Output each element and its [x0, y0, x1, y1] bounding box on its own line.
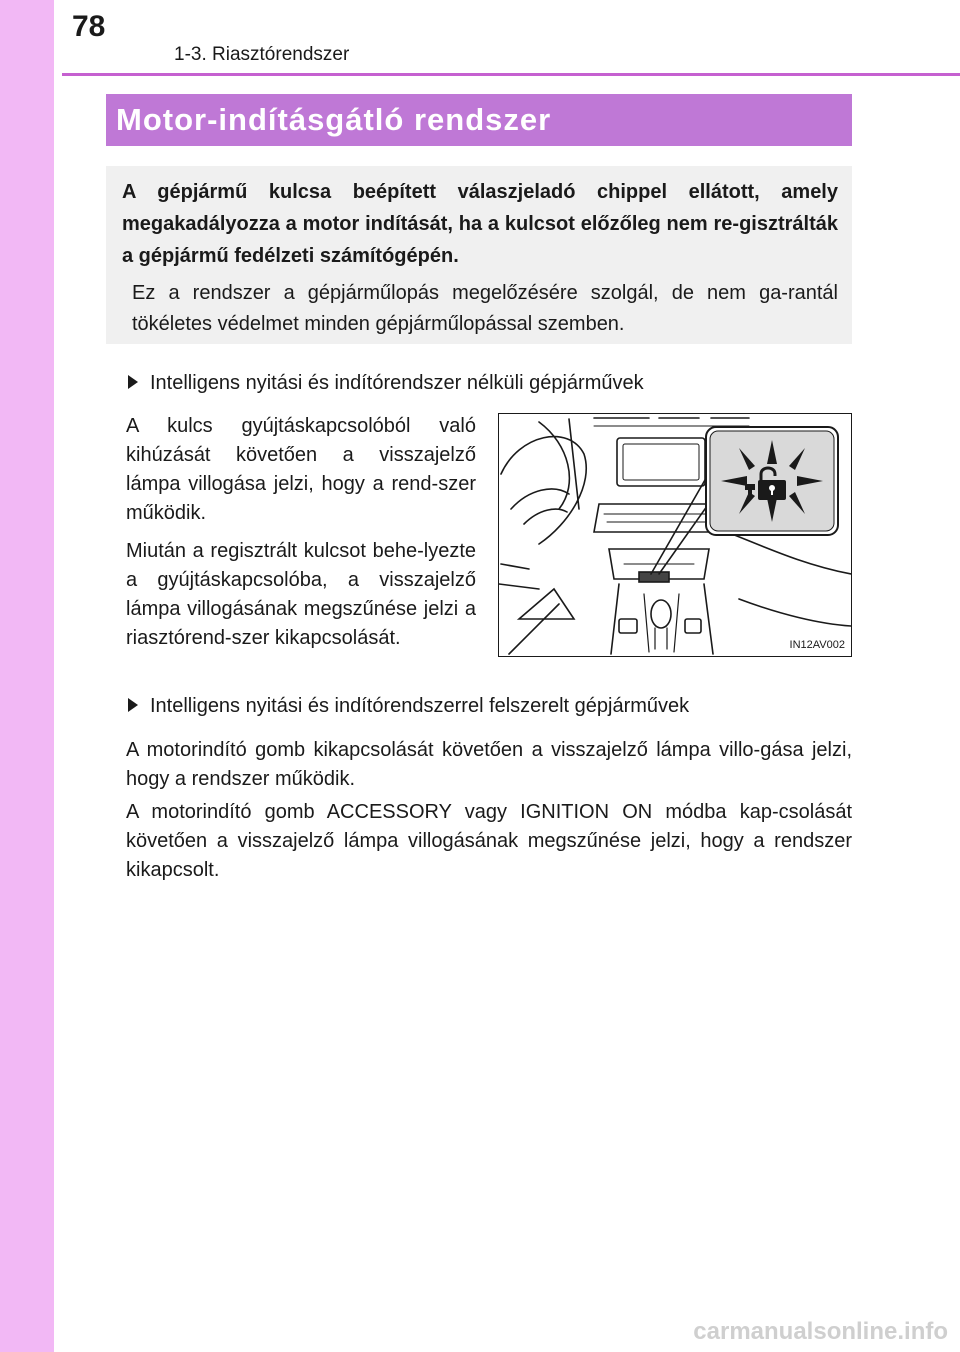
paragraph-engine-switch-on: A motorindító gomb ACCESSORY vagy IGNITION ON módba kap-csolását követően a visszajelző lámpa villogásának megszűnése jelzi, hogy a rendszer kikapcsolt. — [126, 801, 852, 881]
section-title-bar — [106, 94, 852, 146]
paragraph-key-removed: A kulcs gyújtáskapcsolóból való kihúzását követően a visszajelző lámpa villogása jelzi, hogy a rend-szer működik. — [126, 415, 476, 524]
intro-box — [106, 166, 852, 344]
intro-note-text: Ez a rendszer a gépjárműlopás megelőzésére szolgál, de nem ga-rantál tökéletes védelmet minden gépjárműlopással szemben. — [132, 282, 838, 335]
figure-code: IN12AV002 — [789, 639, 845, 651]
subsection-heading-1-text: Intelligens nyitási és indítórendszer nélküli gépjárművek — [150, 372, 644, 394]
section-reference: 1-3. Riasztórendszer — [174, 44, 350, 65]
bullet-arrow-icon — [128, 698, 138, 712]
dashboard-illustration — [498, 413, 852, 657]
header-rule — [62, 73, 960, 76]
page-number: 78 — [72, 10, 106, 43]
subsection-heading-2 — [128, 693, 689, 719]
paragraph-engine-switch-off: A motorindító gomb kikapcsolását követően a visszajelző lámpa villo-gása jelzi, hogy a rendszer működik. — [126, 739, 852, 790]
watermark: carmanualsonline.info — [693, 1318, 948, 1345]
bullet-arrow-icon — [128, 375, 138, 389]
paragraph-key-inserted: Miután a regisztrált kulcsot behe-lyezte a gyújtáskapcsolóba, a visszajelző lámpa villogásának megszűnése jelzi a riasztórend-szer kikapcsolását. — [126, 540, 476, 649]
dashboard-drawing — [499, 414, 852, 657]
subsection-heading-1 — [128, 370, 644, 396]
intro-bold-text: A gépjármű kulcsa beépített válaszjeladó chippel ellátott, amely megakadályozza a motor indítását, ha a kulcsot előzőleg nem re-gisztrálták a gépjármű fedélzeti számítógépén. — [122, 181, 838, 267]
subsection-heading-2-text: Intelligens nyitási és indítórendszerrel felszerelt gépjárművek — [150, 695, 690, 717]
section-title: Motor-indításgátló rendszer — [116, 102, 552, 137]
chapter-side-tab — [0, 0, 54, 1352]
